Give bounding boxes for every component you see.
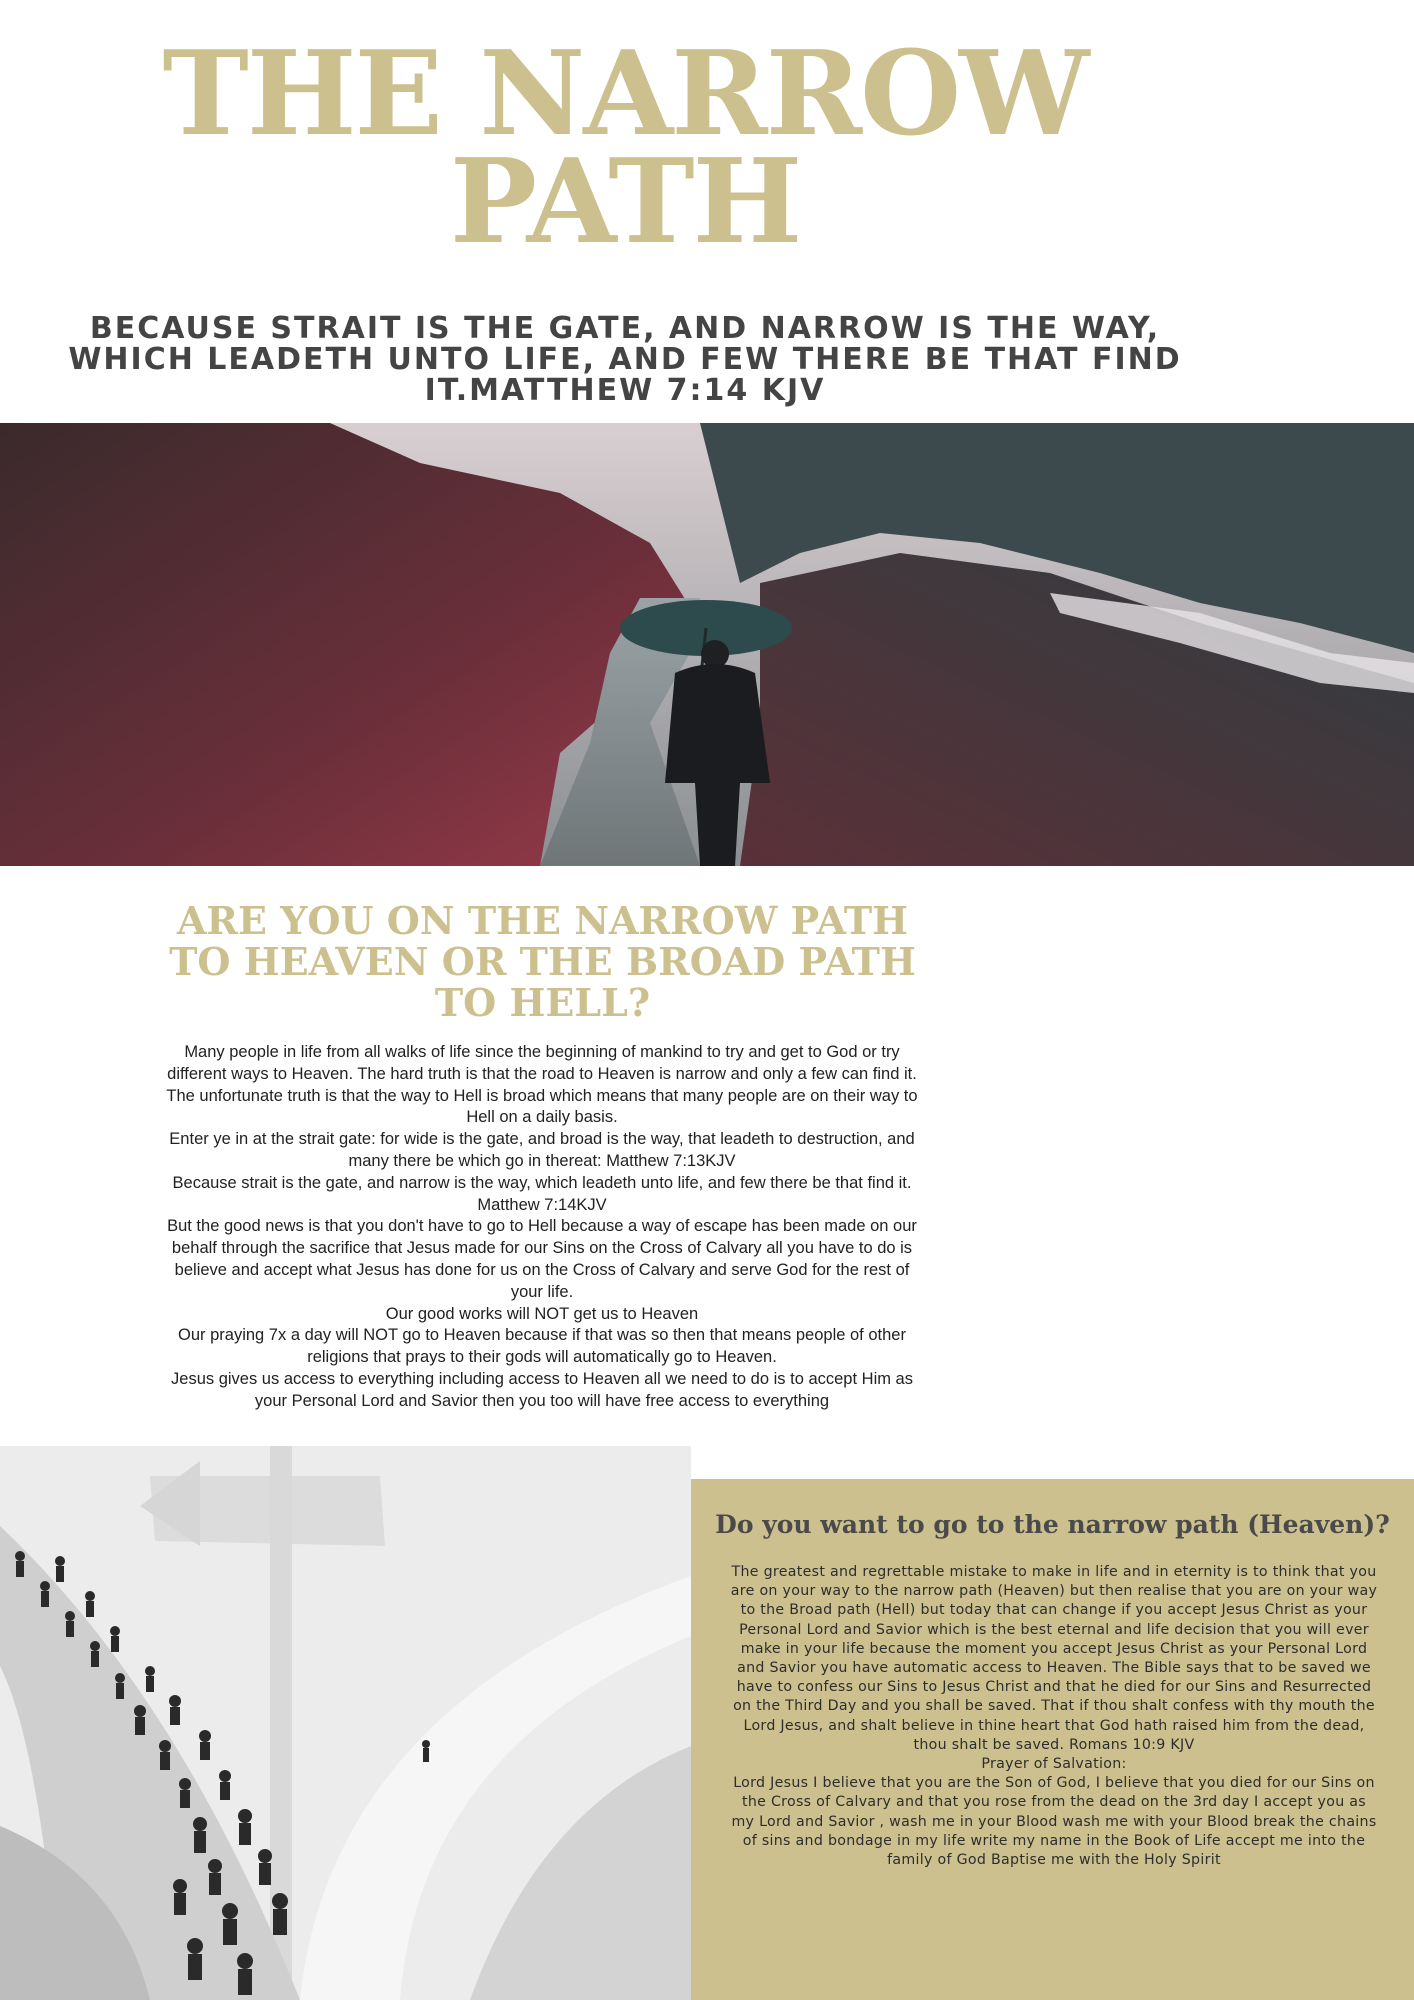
panel-heading: Do you want to go to the narrow path (Heaven)? — [715, 1510, 1390, 1539]
verse-subtitle: BECAUSE STRAIT IS THE GATE, AND NARROW IS THE WAY, WHICH LEADETH UNTO LIFE, AND FEW THERE BE THAT FIND IT.MATTHEW 7:14 KJV — [68, 311, 1182, 408]
body-paragraph: Our good works will NOT get us to Heaven — [385, 1304, 699, 1323]
body-paragraph: Enter ye in at the strait gate: for wide is the gate, and broad is the way, that leadeth to destruction, and many there be which go in thereat: Matthew 7:13KJV — [169, 1130, 915, 1170]
panel-paragraph: Lord Jesus I believe that you are the Son of God, I believe that you died for our Sins on the Cross of Calvary and that you rose from the dead on the 3rd day I accept you as my Lord and Savior , wash me in your Blood wash me with your Blood break the chains of sins and bondage in my life write my name in the Book of Life accept me into the family of God Baptise me with the Holy Spirit — [731, 1775, 1377, 1869]
salvation-panel — [691, 1479, 1414, 2000]
title-text: THE NARROW PATH — [162, 26, 1088, 270]
crossroads-photo — [0, 1446, 691, 2000]
panel-paragraph: Prayer of Salvation: — [981, 1756, 1127, 1773]
panel-body — [729, 1563, 1379, 1870]
body-paragraph: Jesus gives us access to everything including access to Heaven all we need to do is to accept Him as your Personal Lord and Savior then you too will have free access to everything — [171, 1369, 913, 1410]
body-paragraph: Our praying 7x a day will NOT go to Heaven because if that was so then that means people of other religions that prays to their gods will automatically go to Heaven. — [178, 1326, 906, 1367]
hero-photo-man-with-umbrella — [0, 423, 1414, 866]
body-paragraph: Because strait is the gate, and narrow is the way, which leadeth unto life, and few there be that find it. Matthew 7:14KJV — [172, 1173, 912, 1214]
hero-illustration — [0, 423, 1414, 866]
section-heading: ARE YOU ON THE NARROW PATH TO HEAVEN OR THE BROAD PATH TO HELL? — [169, 898, 916, 1025]
panel-paragraph: The greatest and regrettable mistake to make in life and in eternity is to think that you are on your way to the narrow path (Heaven) but then realise that you are on your way to the Broad path (Hell) but today that can change if you accept Jesus Christ as your Personal Lord and Savior which is the best eternal and life decision that you will ever make in your life because the moment you accept Jesus Christ as your Personal Lord and Savior you have automatic access to Heaven. The Bible says that to be saved we have to confess our Sins to Jesus Christ and that he died for our Sins and Resurrected on the Third Day and you shall be saved. That if thou shalt confess with thy mouth the Lord Jesus, and shalt believe in thine heart that God hath raised him from the dead, thou shalt be saved. Romans 10:9 KJV — [730, 1564, 1378, 1753]
section-body — [162, 1042, 922, 1413]
body-paragraph: But the good news is that you don't have to go to Hell because a way of escape has been made on our behalf through the sacrifice that Jesus made for our Sins on the Cross of Calvary all you have to do is believe and accept what Jesus has done for us on the Cross of Calvary and serve God for the rest of your life. — [167, 1217, 917, 1301]
crossroads-illustration — [0, 1446, 691, 2000]
page-title — [150, 26, 1100, 270]
body-paragraph: Many people in life from all walks of life since the beginning of mankind to try and get to God or try different ways to Heaven. The hard truth is that the road to Heaven is narrow and only a few can find it. The unfortunate truth is that the way to Hell is broad which means that many people are on their way to Hell on a daily basis. — [166, 1043, 918, 1127]
